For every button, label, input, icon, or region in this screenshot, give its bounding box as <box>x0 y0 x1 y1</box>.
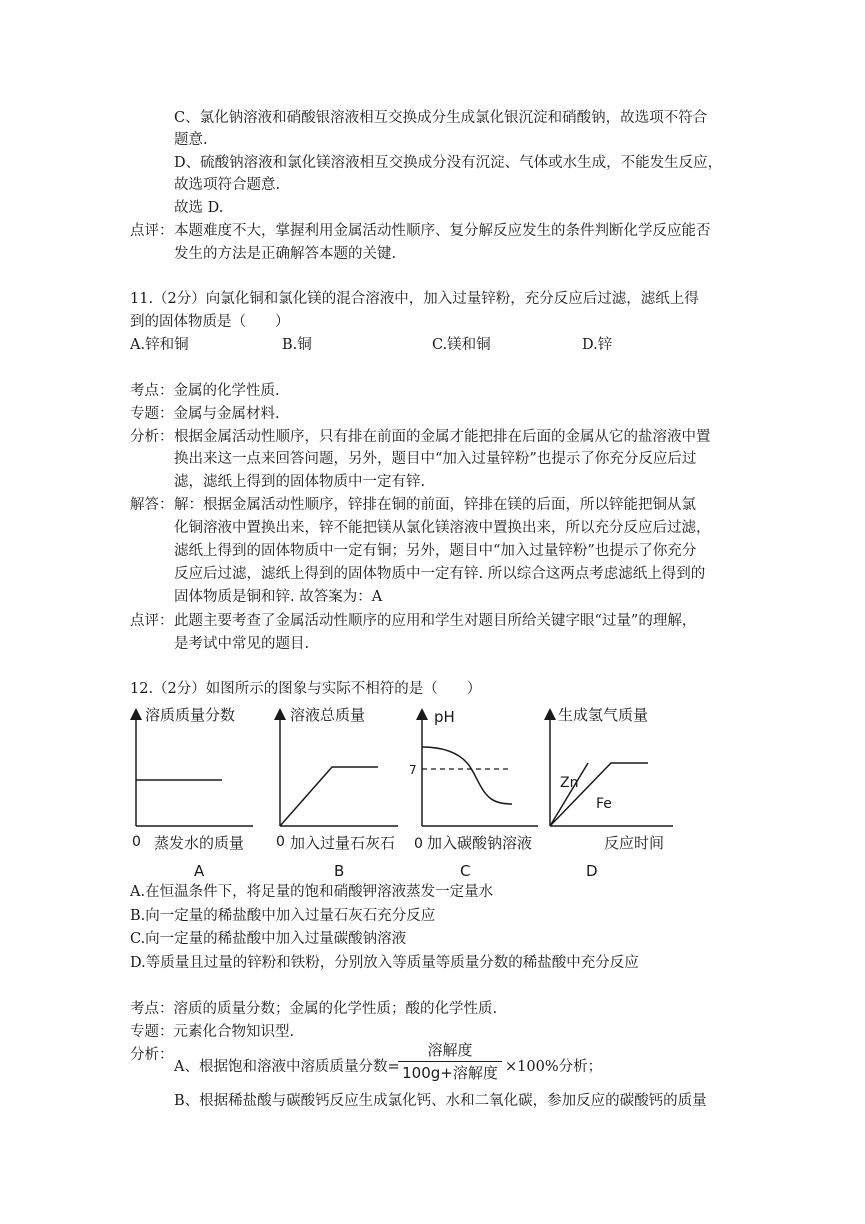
q11-fenxi-label: 分析： <box>130 429 174 445</box>
q11-jieda-label: 解答： <box>130 497 174 513</box>
q12-option-a: A.在恒温条件下，将足量的饱和硝酸钾溶液蒸发一定量水 <box>130 884 494 900</box>
q11-option-b: B.铜 <box>282 337 312 353</box>
graph-b-xlabel: 加入过量石灰石 <box>290 834 396 852</box>
q11-option-d: D.锌 <box>582 337 613 353</box>
q12-fraction <box>398 1040 502 1083</box>
graph-d <box>550 706 673 880</box>
graph-a-origin: 0 <box>132 834 141 850</box>
q12-option-c: C.向一定量的稀盐酸中加入过量碳酸钠溶液 <box>130 931 407 947</box>
q11-stem-line2: 到的固体物质是（ ） <box>130 314 290 330</box>
graph-c-ylabel: pH <box>434 708 455 726</box>
q10-option-d-line2: 故选项符合题意. <box>174 177 281 193</box>
q11-fenxi-line1: 根据金属活动性顺序，只有排在前面的金属才能把排在后面的金属从它的盐溶液中置 <box>174 429 711 445</box>
q11-kaodian: 考点：金属的化学性质. <box>130 383 280 399</box>
q11-jieda-line1: 解：根据金属活动性顺序，锌排在铜的前面，锌排在镁的后面，所以锌能把铜从氯 <box>174 497 696 513</box>
graph-b-origin: 0 <box>276 834 285 850</box>
graph-c <box>409 708 538 880</box>
q10-comment-line2: 发生的方法是正确解答本题的关键. <box>174 246 397 262</box>
q10-comment-line1: 本题难度不大，掌握利用金属活动性顺序、复分解反应发生的条件判断化学反应能否 <box>174 223 711 239</box>
graph-d-ylabel: 生成氢气质量 <box>558 706 649 724</box>
q11-fenxi-line3: 滤，滤纸上得到的固体物质中一定有锌. <box>174 474 426 490</box>
q11-jieda-line4: 反应后过滤，滤纸上得到的固体物质中一定有锌. 所以综合这两点考虑滤纸上得到的 <box>174 566 706 582</box>
q12-stem: 12.（2分）如图所示的图象与实际不相符的是（ ） <box>130 681 482 697</box>
graph-c-curve <box>422 747 512 804</box>
graph-d-zn-curve <box>550 763 588 826</box>
q11-zhuanti: 专题：金属与金属材料. <box>130 406 280 422</box>
graph-c-origin: 0 <box>414 836 423 852</box>
q11-dianping-label: 点评： <box>130 613 174 629</box>
q12-fenxi-b: B、根据稀盐酸与碳酸钙反应生成氯化钙、水和二氧化碳，参加反应的碳酸钙的质量 <box>174 1093 707 1109</box>
q11-dianping-line2: 是考试中常见的题目. <box>174 636 310 652</box>
q10-comment-label: 点评： <box>130 223 174 239</box>
q11-fenxi-line2: 换出来这一点来回答问题，另外，题目中“加入过量锌粉”也提示了你充分反应后过 <box>174 451 697 467</box>
graph-a-ylabel: 溶质质量分数 <box>145 706 236 724</box>
graph-b-letter: B <box>334 862 345 880</box>
graph-d-fe-label: Fe <box>596 796 612 812</box>
q11-option-a: A.锌和铜 <box>130 337 189 353</box>
q11-option-c: C.镁和铜 <box>432 337 491 353</box>
q11-stem-line1: 11.（2分）向氯化铜和氯化镁的混合溶液中，加入过量锌粉，充分反应后过滤，滤纸上得 <box>130 291 699 307</box>
q10-option-d-line1: D、硫酸钠溶液和氯化镁溶液相互交换成分没有沉淀、气体或水生成，不能发生反应， <box>174 155 723 171</box>
q12-option-d: D.等质量且过量的锌粉和铁粉，分别放入等质量等质量分数的稀盐酸中充分反应 <box>130 955 639 971</box>
graph-a-xlabel: 蒸发水的质量 <box>154 834 245 852</box>
q12-graphs-figure <box>120 700 690 885</box>
graph-a-letter: A <box>194 862 205 880</box>
q12-option-b: B.向一定量的稀盐酸中加入过量石灰石充分反应 <box>130 908 436 924</box>
q11-jieda-line3: 滤纸上得到的固体物质中一定有铜；另外，题目中“加入过量锌粉”也提示了你充分 <box>174 543 697 559</box>
q12-fenxi-a-prefix: A、根据饱和溶液中溶质质量分数= <box>174 1059 400 1075</box>
q12-fraction-bar <box>398 1061 502 1062</box>
graph-d-letter: D <box>586 862 598 880</box>
q11-jieda-line2: 化铜溶液中置换出来，锌不能把镁从氯化镁溶液中置换出来，所以充分反应后过滤， <box>174 520 711 536</box>
graph-b-ylabel: 溶液总质量 <box>290 706 366 724</box>
graph-d-zn-label: Zn <box>560 775 579 791</box>
q12-fraction-denominator: 100g+溶解度 <box>402 1064 498 1082</box>
graph-d-fe-curve <box>550 763 648 826</box>
graph-c-letter: C <box>460 862 471 880</box>
graph-c-xlabel: 加入碳酸钠溶液 <box>427 834 533 852</box>
graph-c-tick-7: 7 <box>409 763 417 777</box>
q12-kaodian: 考点：溶质的质量分数；金属的化学性质；酸的化学性质. <box>130 1001 498 1017</box>
q10-answer: 故选 D. <box>174 200 224 216</box>
graph-b <box>276 706 398 880</box>
q11-dianping-line1: 此题主要考查了金属活动性顺序的应用和学生对题目所给关键字眼“过量”的理解， <box>174 613 697 629</box>
q10-option-c-line2: 题意. <box>174 132 208 148</box>
graph-b-curve <box>280 767 378 826</box>
q12-fenxi-label: 分析： <box>130 1047 174 1063</box>
graph-a <box>132 706 253 880</box>
graph-d-xlabel: 反应时间 <box>604 834 665 852</box>
q12-fenxi-a-suffix: ×100%分析； <box>505 1059 603 1075</box>
q12-fraction-numerator: 溶解度 <box>427 1041 473 1059</box>
q12-zhuanti: 专题：元素化合物知识型. <box>130 1024 295 1040</box>
q11-jieda-line5: 固体物质是铜和锌. 故答案为：A <box>174 589 383 605</box>
q10-option-c-line1: C、氯化钠溶液和硝酸银溶液相互交换成分生成氯化银沉淀和硝酸钠，故选项不符合 <box>174 110 708 126</box>
